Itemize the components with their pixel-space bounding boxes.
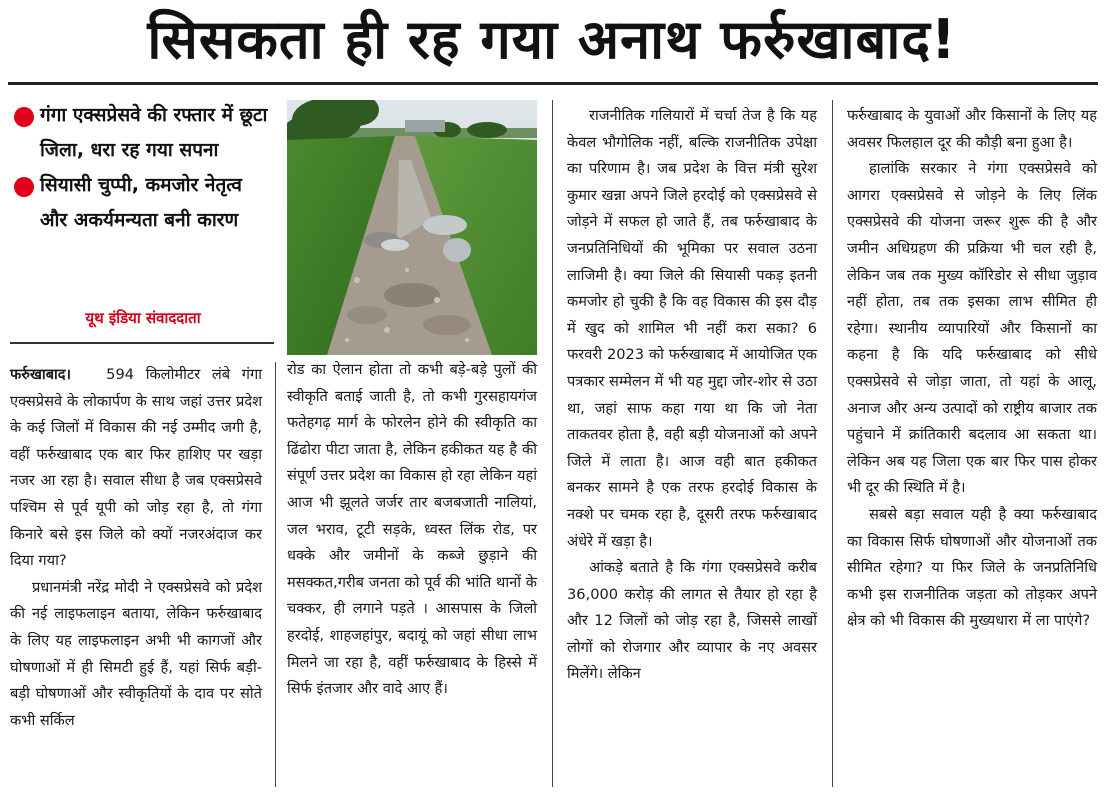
paragraph: हालांकि सरकार ने गंगा एक्सप्रेसवे को आगरा एक्सप्रेसवे से जोड़ने के लिए लिंक एक्सप्रेसवे की योजना जरूर शुरू की है और जमीन अधिग्रहण की प्रक्रिया भी चल रही है, लेकिन जब तक मुख्य कॉरिडोर से सीधा जुड़ाव नहीं होता, तब तक इसका लाभ सीमित ही रहेगा। स्थानीय व्यापारियों और किसानों का कहना है कि यदि फर्रुखाबाद को सीधे एक्सप्रेसवे से जोड़ा जाता, तो यहां के आलू, अनाज और अन्य उत्पादों को राष्ट्रीय बाजार तक पहुंचाने में क्रांतिकारी बदलाव आ सकता था। लेकिन अब यह जिला एक बार फिर पास होकर भी दूर की स्थिति में है। bbox=[847, 160, 1097, 497]
byline: यूथ इंडिया संवाददाता bbox=[85, 309, 201, 327]
headline: सिसकता ही रह गया अनाथ फर्रुखाबाद! bbox=[147, 8, 957, 71]
headline-rule bbox=[8, 82, 1098, 85]
article-column-1 bbox=[10, 362, 262, 734]
paragraph: रोड का ऐलान होता तो कभी बड़े-बड़े पुलों की स्वीकृति बताई जाती है, तो कभी गुरसहायगंज फतेहगढ़ मार्ग के फोरलेन होने की स्वीकृति का ढिंढोरा पीटा जाता है, लेकिन हकीकत यह है की संपूर्ण उत्तर प्रदेश का विकास हो रहा लेकिन यहां आज भी झूलते जर्जर तार बजबजाती नालियां, जल भराव, टूटी सड़के, ध्वस्त लिंक रोड, पर धक्के और जमीनों के कब्जे छुड़ाने की मसक्कत,गरीब जनता को पूर्व की भांति थानों के चक्कर, ही लगाने पड़ते । आसपास के जिलो हरदोई, शाहजहांपुर, बदायूं को जहां सीधा लाभ मिलने जा रहा है, वहीं फर्रुखाबाद के हिस्से में सिर्फ इंतजार और वादे आए हैं। bbox=[287, 361, 537, 698]
bullet-item bbox=[12, 98, 274, 168]
paragraph bbox=[10, 362, 262, 575]
paragraph: प्रधानमंत्री नरेंद्र मोदी ने एक्सप्रेसवे को प्रदेश की नई लाइफलाइन बताया, लेकिन फर्रुखाबाद के लिए यह लाइफलाइन अभी भी कागजों और घोषणाओं में ही सिमटी हुई हैं, यहां सिर्फ बड़ी-बड़ी घोषणाओं और स्वीकृतियों के दाव पर सोते कभी सर्किल bbox=[10, 578, 262, 729]
red-bullet-icon bbox=[14, 177, 34, 197]
paragraph: आंकड़े बताते है कि गंगा एक्सप्रेसवे करीब 36,000 करोड़ की लागत से तैयार हो रहा है और 12 जिलों को जोड़ रहा है, जिससे लाखों लोगों को रोजगार और व्यापार के नए अवसर मिलेंगे। लेकिन bbox=[567, 559, 817, 683]
column-divider bbox=[552, 100, 553, 787]
bullet-list bbox=[12, 98, 274, 238]
red-bullet-icon bbox=[14, 107, 34, 127]
paragraph-text: 594 किलोमीटर लंबे गंगा एक्सप्रेसवे के लोकार्पण के साथ जहां उत्तर प्रदेश के कई जिलों में विकास की नई उम्मीद जगी है, वहीं फर्रुखाबाद एक बार फिर हाशिए पर खड़ा नजर आ रहा है। सवाल सीधा है जब एक्सप्रेसवे पश्चिम से पूर्व यूपी को जोड़ रहा है, तो गंगा किनारे बसे इस जिले को क्यों नजरअंदाज कर दिया गया? bbox=[10, 366, 262, 570]
section-divider bbox=[10, 342, 274, 344]
paragraph: राजनीतिक गलियारों में चर्चा तेज है कि यह केवल भौगोलिक नहीं, बल्कि राजनीतिक उपेक्षा का परिणाम है। जब प्रदेश के वित्त मंत्री सुरेश कुमार खन्ना अपने जिले हरदोई को एक्सप्रेसवे से जोड़ने में सफल हो जाते हैं, तब फर्रुखाबाद के जनप्रतिनिधियों की भूमिका पर सवाल उठना लाजिमी है। क्या जिले की सियासी पकड़ इतनी कमजोर हो चुकी है कि वह विकास की इस दौड़ में खुद को शामिल भी नहीं करा सका? 6 फरवरी 2023 को फर्रुखाबाद में आयोजित एक पत्रकार सम्मेलन में भी यह मुद्दा जोर-शोर से उठा था, जहां साफ कहा गया था कि जो नेता ताकतवर होता है, वही बड़ी योजनाओं को अपने जिले में लाता है। आज वही बात हकीकत बनकर सामने है एक तरफ हरदोई विकास के नक्शे पर चमक रहा है, दूसरी तरफ फर्रुखाबाद अंधेरे में खड़ा है। bbox=[567, 107, 817, 550]
article-column-4 bbox=[847, 103, 1097, 635]
column-divider bbox=[275, 362, 276, 787]
article-column-2 bbox=[287, 357, 537, 703]
paragraph: सबसे बड़ा सवाल यही है क्या फर्रुखाबाद का विकास सिर्फ घोषणाओं और योजनाओं तक सीमित रहेगा? या फिर जिले के जनप्रतिनिधि कभी इस राजनीतिक जड़ता को तोड़कर अपने क्षेत्र को भी विकास की मुख्यधारा में ला पाएंगे? bbox=[847, 505, 1097, 630]
paragraph: फर्रुखाबाद के युवाओं और किसानों के लिए यह अवसर फिलहाल दूर की कौड़ी बना हुआ है। bbox=[847, 107, 1097, 151]
bullet-text: गंगा एक्सप्रेसवे की रफ्तार में छूटा जिला, धरा रह गया सपना bbox=[40, 104, 268, 161]
article-column-3 bbox=[567, 103, 817, 688]
column-divider bbox=[832, 100, 833, 787]
bullet-item bbox=[12, 168, 274, 238]
dateline: फर्रुखाबाद। bbox=[10, 366, 72, 383]
bullet-text: सियासी चुप्पी, कमजोर नेतृत्व और अकर्यमन्यता बनी कारण bbox=[40, 174, 242, 231]
road-photo bbox=[287, 100, 537, 355]
